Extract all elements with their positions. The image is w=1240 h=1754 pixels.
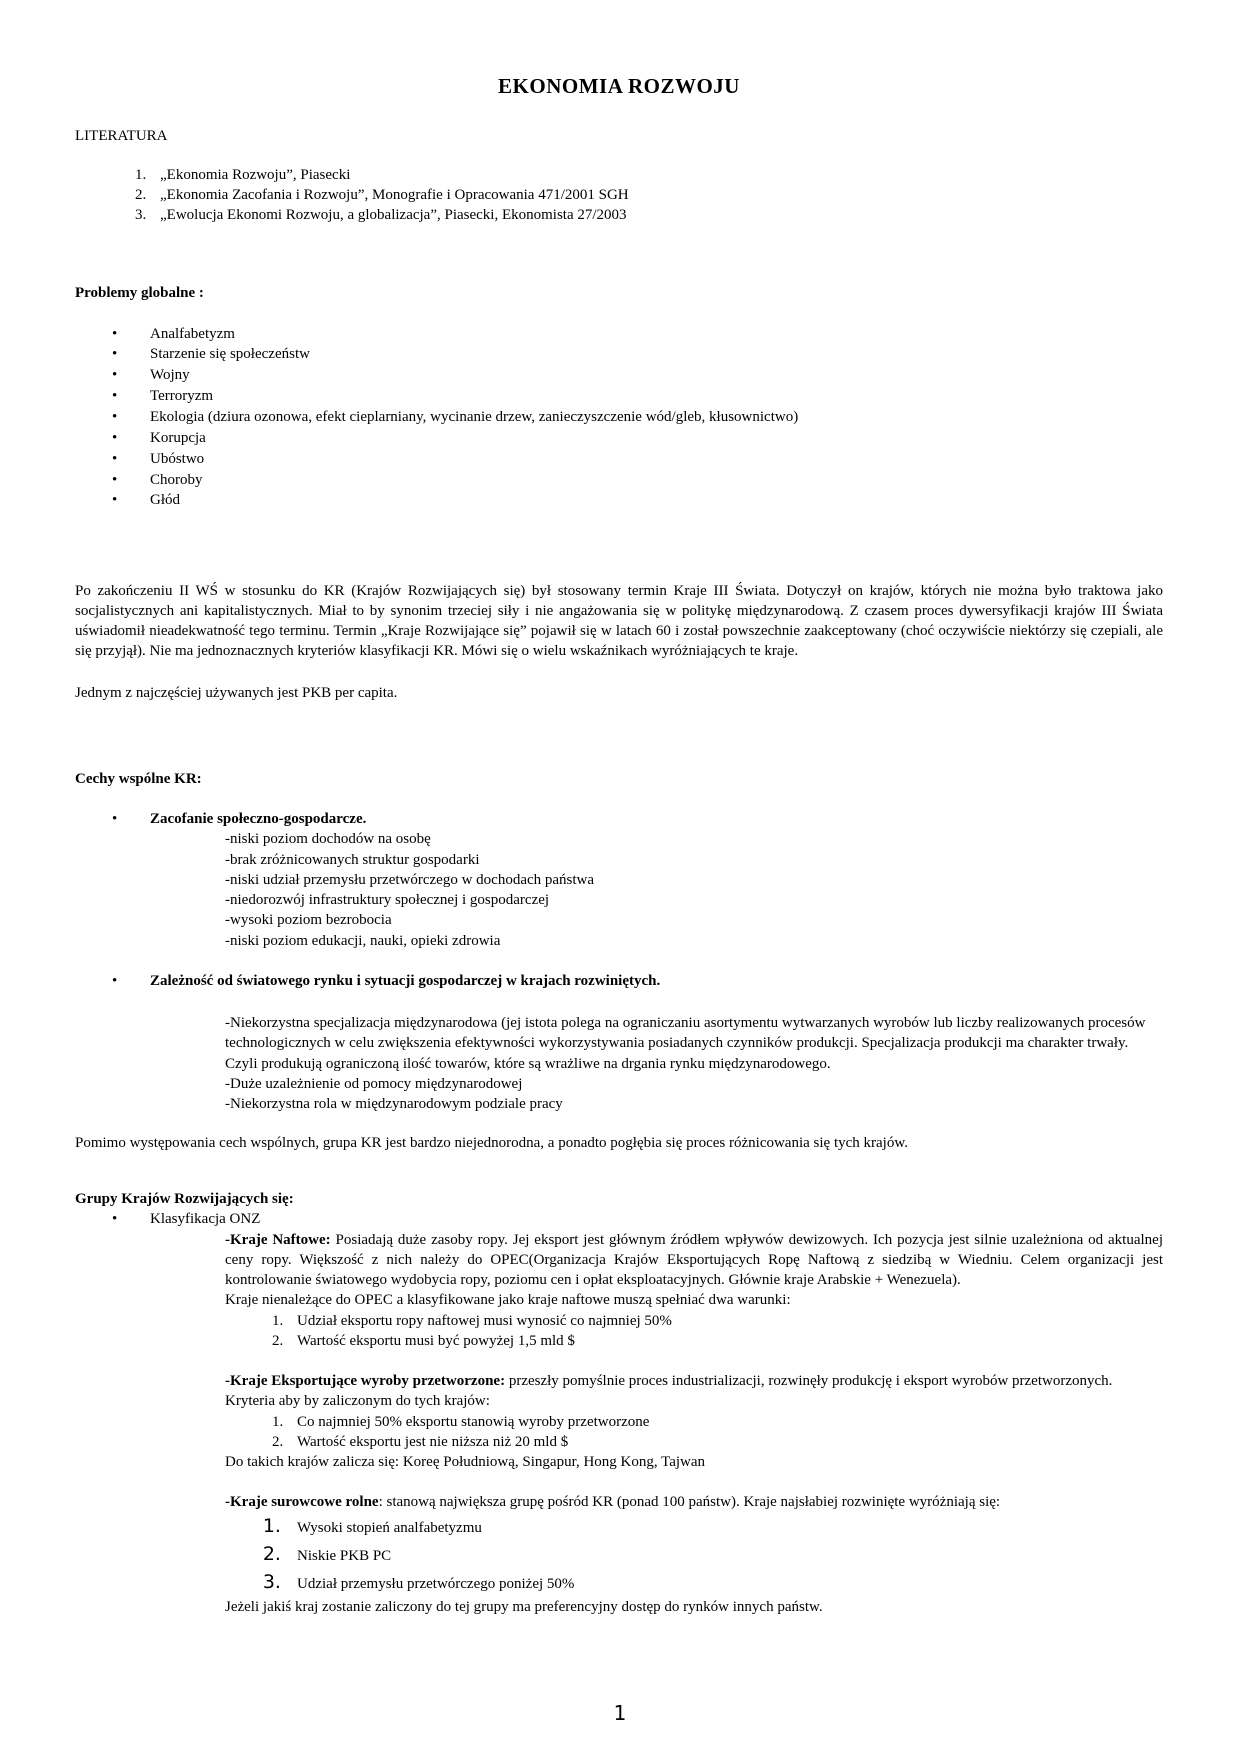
list-item: 1. „Ekonomia Rozwoju”, Piasecki (150, 165, 1163, 185)
specjalizacja-text: -Niekorzystna specjalizacja międzynarodowa (jej istota polega na ograniczaniu asortymentu wytwarzanych wyrobów lub liczby realizowanych procesów technologicznych w celu zwiększenia efektywności wykorzystywania posiadanych czynników produkcji. Specjalizacja produkcji ma charakter trwały. Czyli produkują ograniczoną ilość towarów, które są wrażliwe na drgania rynku międzynarodowego. (225, 1015, 1146, 1072)
surowcowe-criteria (225, 1513, 1163, 1597)
cecha-label: Zacofanie społeczno-gospodarcze. (150, 811, 367, 828)
literatura-heading: LITERATURA (75, 128, 168, 145)
list-item: 2. Niskie PKB PC (287, 1541, 1163, 1569)
list-item: • Starzenie się społeczeństw (150, 344, 1163, 364)
page-content (75, 72, 1163, 1617)
list-item: • Głód (150, 490, 1163, 510)
list-item: • Choroby (150, 470, 1163, 490)
cecha-zacofanie (150, 809, 1163, 951)
cecha-label: Zależność od światowego rynku i sytuacji gospodarczej w krajach rozwiniętych. (150, 972, 661, 989)
list-item: 1. Udział eksportu ropy naftowej musi wynosić co najmniej 50% (287, 1311, 1163, 1331)
literatura-list (75, 165, 1163, 226)
przetworzone-kraje: Do takich krajów zalicza się: Koreę Południową, Singapur, Hong Kong, Tajwan (225, 1454, 706, 1471)
intro-paragraph: Po zakończeniu II WŚ w stosunku do KR (Krajów Rozwijających się) był stosowany termin Kraje III Świata. Dotyczył on krajów, których nie można było traktowa jako socjalistycznych ani kapitalistycznych. Miał to by synonim trzeciej siły i nie angażowania się w politykę międzynarodową. Z czasem proces dywersyfikacji krajów III Świata uświadomił nieadekwatność tego terminu. Termin „Kraje Rozwijające się” pojawił się w latach 60 i został powszechnie zaakceptowany (choć oczywiście niektórzy się czepiali, ale się przyjął). Nie ma jednoznacznych kryteriów klasyfikacji KR. Mówi się o wielu wskaźnikach wyróżniających te kraje. (75, 582, 1163, 660)
detail-line: -niski poziom dochodów na osobę (225, 831, 431, 848)
list-item: 1. Wysoki stopień analfabetyzmu (287, 1513, 1163, 1541)
page-title: EKONOMIA ROZWOJU (498, 74, 740, 98)
przetworzone-paragraph (225, 1371, 1163, 1412)
detail-line: -wysoki poziom bezrobocia (225, 912, 392, 929)
detail-line: -niski udział przemysłu przetwórczego w dochodach państwa (225, 871, 595, 888)
list-item: 2. Wartość eksportu musi być powyżej 1,5 mld $ (287, 1331, 1163, 1351)
przetworzone-text: przeszły pomyślnie proces industrializacji, rozwinęły produkcję i eksport wyrobów przetworzonych. Kryteria aby by zaliczonym do tych krajów: (225, 1373, 1113, 1410)
cechy-list (75, 809, 1163, 991)
naftowe-label: -Kraje Naftowe: (225, 1231, 331, 1248)
detail-line: -brak zróżnicowanych struktur gospodarki (225, 851, 480, 868)
problemy-list (75, 324, 1163, 511)
list-item: • Ubóstwo (150, 449, 1163, 469)
naftowe-text: Posiadają duże zasoby ropy. Jej eksport jest głównym źródłem wpływów dewizowych. Ich pozycja jest silnie uzależniona od aktualnej ceny ropy. Większość z nich należy do OPEC(Organizacja Krajów Eksportujących Ropę Naftową z siedzibą w Wiedniu. Celem organizacji jest kontrolowanie światowego wydobycia ropy, poziomu cen i opłat eksploatacyjnych. Głównie kraje Arabskie + Wenezuela). (225, 1231, 1163, 1289)
list-item: • Terroryzm (150, 386, 1163, 406)
page-number: 1 (613, 1701, 627, 1725)
zacofanie-details (225, 829, 1163, 951)
list-item: 3. „Ewolucja Ekonomi Rozwoju, a globalizacja”, Piasecki, Ekonomista 27/2003 (150, 205, 1163, 225)
surowcowe-label: -Kraje surowcowe rolne (225, 1494, 379, 1511)
surowcowe-text: : stanową największa grupę pośród KR (ponad 100 państw). Kraje najsłabiej rozwinięte wyróżniają się: (378, 1494, 1001, 1511)
pkb-paragraph: Jednym z najczęściej używanych jest PKB per capita. (75, 684, 398, 701)
problemy-heading: Problemy globalne : (75, 285, 204, 302)
naftowe-criteria (225, 1311, 1163, 1352)
naftowe-block (225, 1230, 1163, 1617)
naftowe-warunki: Kraje nienależące do OPEC a klasyfikowane jako kraje naftowe muszą spełniać dwa warunki: (225, 1292, 791, 1309)
surowcowe-dostep: Jeżeli jakiś kraj zostanie zaliczony do tej grupy ma preferencyjny dostęp do rynków innych państw. (225, 1598, 823, 1615)
list-item: 2. Wartość eksportu jest nie niższa niż 20 mld $ (287, 1432, 1163, 1452)
cecha-zaleznosc (150, 971, 1163, 991)
list-item: • Wojny (150, 365, 1163, 385)
list-item: 2. „Ekonomia Zacofania i Rozwoju”, Monografie i Opracowania 471/2001 SGH (150, 185, 1163, 205)
cechy-heading: Cechy wspólne KR: (75, 770, 202, 787)
list-item: • Analfabetyzm (150, 324, 1163, 344)
uzaleznienie-text: -Duże uzależnienie od pomocy międzynarodowej (225, 1075, 523, 1092)
klasyfikacja-item: • Klasyfikacja ONZ (150, 1209, 1163, 1229)
list-item: 3. Udział przemysłu przetwórczego poniżej 50% (287, 1569, 1163, 1597)
grupy-heading: Grupy Krajów Rozwijających się: (75, 1190, 294, 1207)
detail-line: -niedorozwój infrastruktury społecznej i gospodarczej (225, 892, 550, 909)
detail-line: -niski poziom edukacji, nauki, opieki zdrowia (225, 932, 501, 949)
list-item: • Korupcja (150, 428, 1163, 448)
pomimo-paragraph: Pomimo występowania cech wspólnych, grupa KR jest bardzo niejednorodna, a ponadto pogłębia się proces różnicowania się tych krajów. (75, 1135, 908, 1152)
list-item: 1. Co najmniej 50% eksportu stanowią wyroby przetworzone (287, 1412, 1163, 1432)
przetworzone-label: -Kraje Eksportujące wyroby przetworzone: (225, 1373, 506, 1390)
rola-text: -Niekorzystna rola w międzynarodowym podziale pracy (225, 1096, 563, 1113)
list-item: • Ekologia (dziura ozonowa, efekt cieplarniany, wycinanie drzew, zanieczyszczenie wód/gleb, kłusownictwo) (150, 407, 1163, 427)
przetworzone-criteria (225, 1412, 1163, 1453)
zaleznosc-details (225, 1013, 1163, 1114)
surowcowe-paragraph (225, 1492, 1163, 1512)
grupy-list (75, 1209, 1163, 1229)
naftowe-paragraph (225, 1230, 1163, 1291)
